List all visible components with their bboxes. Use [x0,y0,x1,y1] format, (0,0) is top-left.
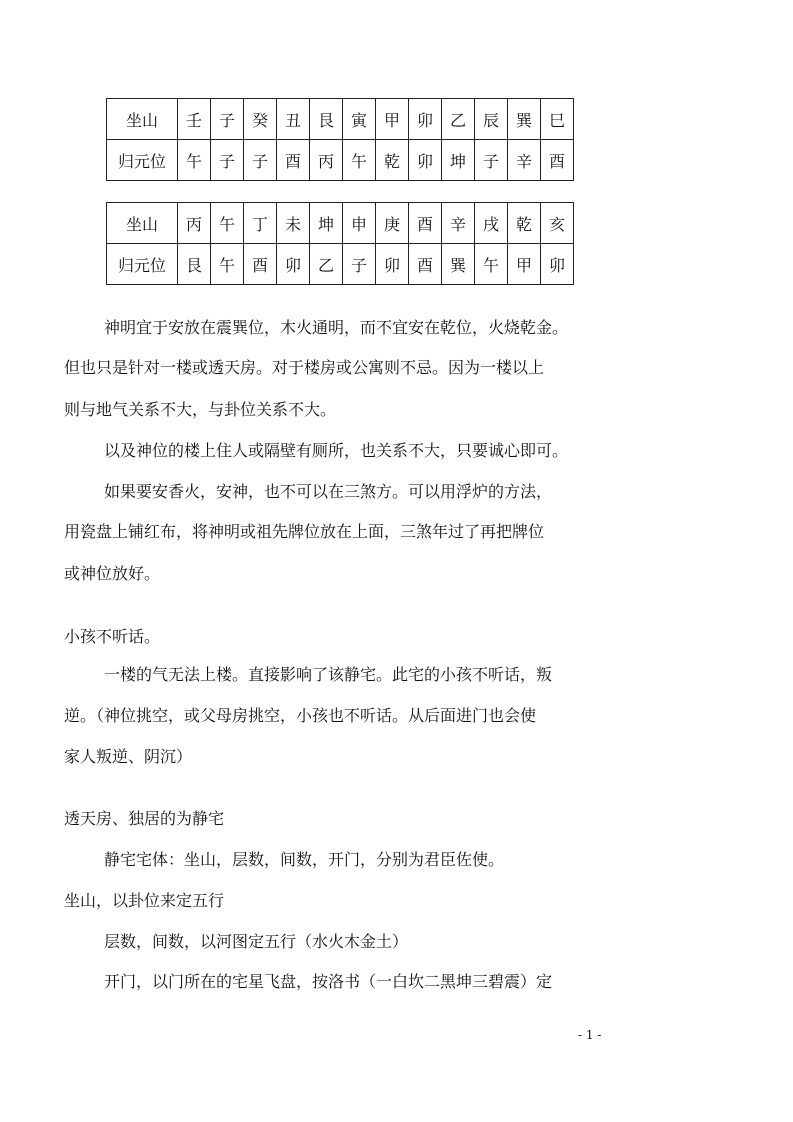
table-cell: 子 [211,99,244,140]
table-cell: 坤 [442,140,475,181]
paragraph-line: 神明宜于安放在震巽位，木火通明，而不宜安在乾位，火烧乾金。 [104,318,569,337]
table-row-label: 坐山 [107,203,178,244]
table-cell: 戌 [475,203,508,244]
table-row [107,244,574,285]
table-cell: 午 [343,140,376,181]
table-cell: 午 [211,244,244,285]
table-cell: 艮 [178,244,211,285]
table-cell: 午 [178,140,211,181]
table-cell: 午 [211,203,244,244]
paragraph-line: 一楼的气无法上楼。直接影响了该静宅。此宅的小孩不听话，叛 [104,665,553,684]
table-cell: 子 [343,244,376,285]
table-cell: 丑 [277,99,310,140]
table-row [107,203,574,244]
table-cell: 壬 [178,99,211,140]
paragraph-line: 静宅宅体：坐山，层数，间数，开门，分别为君臣佐使。 [104,850,505,869]
table-cell: 乾 [376,140,409,181]
paragraph-line: 以及神位的楼上住人或隔壁有厕所，也关系不大，只要诚心即可。 [104,441,569,460]
table-cell: 卯 [409,140,442,181]
paragraph-line: 用瓷盘上铺红布，将神明或祖先牌位放在上面，三煞年过了再把牌位 [64,522,545,541]
section-heading: 坐山，以卦位来定五行 [64,891,225,910]
table-row-label: 归元位 [107,140,178,181]
table-cell: 卯 [409,99,442,140]
table-cell: 酉 [409,203,442,244]
table-cell: 子 [475,140,508,181]
table-cell: 未 [277,203,310,244]
table-cell: 巽 [508,99,541,140]
paragraph-line: 或神位放好。 [64,564,161,583]
paragraph-line: 但也只是针对一楼或透天房。对于楼房或公寓则不忌。因为一楼以上 [64,358,545,377]
table-cell: 癸 [244,99,277,140]
page-number: - 1 - [578,1028,602,1042]
table-cell: 巳 [541,99,574,140]
table-cell: 乙 [442,99,475,140]
section-heading: 小孩不听话。 [64,627,161,646]
table-cell: 申 [343,203,376,244]
table-cell: 丙 [310,140,343,181]
table-cell: 丁 [244,203,277,244]
table-row [107,99,574,140]
section-heading: 透天房、独居的为静宅 [64,809,225,828]
table-cell: 巽 [442,244,475,285]
guiyuan-table-2 [106,202,574,285]
paragraph-line: 逆。（神位挑空，或父母房挑空，小孩也不听话。从后面进门也会使 [64,706,537,725]
table-cell: 卯 [277,244,310,285]
table-row-label: 坐山 [107,99,178,140]
table-cell: 亥 [541,203,574,244]
table-cell: 辛 [442,203,475,244]
table-cell: 酉 [541,140,574,181]
table-cell: 子 [211,140,244,181]
table-cell: 子 [244,140,277,181]
table-cell: 甲 [508,244,541,285]
table-cell: 卯 [376,244,409,285]
table-cell: 酉 [409,244,442,285]
guiyuan-table-1 [106,98,574,181]
table-cell: 午 [475,244,508,285]
paragraph-line: 家人叛逆、阴沉） [64,747,193,766]
paragraph-line: 开门，以门所在的宅星飞盘，按洛书（一白坎二黑坤三碧震）定 [104,972,553,991]
table-cell: 乙 [310,244,343,285]
table-cell: 辰 [475,99,508,140]
table-cell: 艮 [310,99,343,140]
table-row [107,140,574,181]
table-cell: 庚 [376,203,409,244]
paragraph-line: 层数，间数，以河图定五行（水火木金土） [104,932,409,951]
table-cell: 辛 [508,140,541,181]
paragraph-line: 则与地气关系不大，与卦位关系不大。 [64,400,337,419]
paragraph-line: 如果要安香火，安神，也不可以在三煞方。可以用浮炉的方法， [104,482,553,501]
table-cell: 寅 [343,99,376,140]
table-cell: 甲 [376,99,409,140]
table-row-label: 归元位 [107,244,178,285]
table-cell: 丙 [178,203,211,244]
table-cell: 酉 [244,244,277,285]
table-cell: 卯 [541,244,574,285]
table-cell: 酉 [277,140,310,181]
table-cell: 乾 [508,203,541,244]
table-cell: 坤 [310,203,343,244]
